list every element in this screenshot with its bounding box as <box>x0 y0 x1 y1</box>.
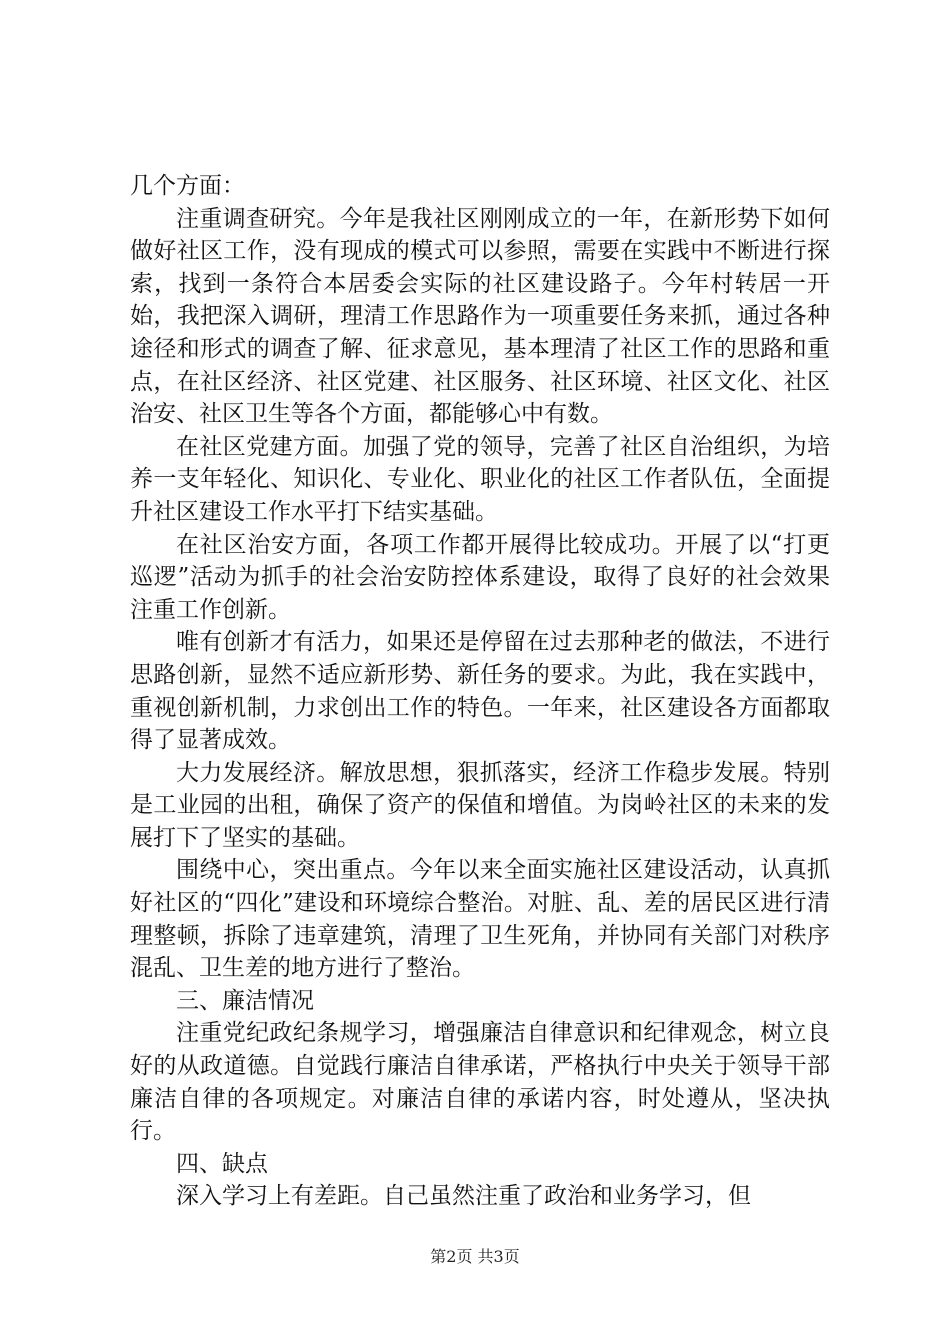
paragraph-shortcomings: 深入学习上有差距。自己虽然注重了政治和业务学习，但 <box>176 1183 751 1210</box>
paragraph-public-security: 在社区治安方面，各项工作都开展得比较成功。开展了以“打更巡逻”活动为抓手的社会治安防控体系建设，取得了良好的社会效果注重工作创新。 <box>130 531 830 623</box>
paragraph-economy: 大力发展经济。解放思想，狠抓落实，经济工作稳步发展。特别是工业园的出租，确保了资产的保值和增值。为岗岭社区的未来的发展打下了坚实的基础。 <box>130 759 830 851</box>
paragraph-research: 注重调查研究。今年是我社区刚刚成立的一年，在新形势下如何做好社区工作，没有现成的模式可以参照，需要在实践中不断进行探索，找到一条符合本居委会实际的社区建设路子。今年村转居一开始，我把深入调研，理清工作思路作为一项重要任务来抓，通过各种途径和形式的调查了解、征求意见，基本理清了社区工作的思路和重点，在社区经济、社区党建、社区服务、社区环境、社区文化、社区治安、社区卫生等各个方面，都能够心中有数。 <box>130 205 830 428</box>
document-body <box>130 170 830 1213</box>
paragraph-party-building: 在社区党建方面。加强了党的领导，完善了社区自治组织，为培养一支年轻化、知识化、专业化、职业化的社区工作者队伍，全面提升社区建设工作水平打下结实基础。 <box>130 433 830 525</box>
paragraph-continuation: 几个方面： <box>130 173 245 199</box>
paragraph-focus: 围绕中心，突出重点。今年以来全面实施社区建设活动，认真抓好社区的“四化”建设和环境综合整治。对脏、乱、差的居民区进行清理整顿，拆除了违章建筑，清理了卫生死角，并协同有关部门对秩序混乱、卫生差的地方进行了整治。 <box>130 857 830 982</box>
section-heading-integrity: 三、廉洁情况 <box>176 987 314 1014</box>
paragraph-innovation: 唯有创新才有活力，如果还是停留在过去那种老的做法，不进行思路创新，显然不适应新形势、新任务的要求。为此，我在实践中，重视创新机制，力求创出工作的特色。一年来，社区建设各方面都取得了显著成效。 <box>130 629 830 754</box>
section-heading-shortcomings: 四、缺点 <box>176 1150 268 1177</box>
page-footer: 第2页 共3页 <box>430 1247 520 1266</box>
paragraph-integrity: 注重党纪政纪条规学习，增强廉洁自律意识和纪律观念，树立良好的从政道德。自觉践行廉洁自律承诺，严格执行中央关于领导干部廉洁自律的各项规定。对廉洁自律的承诺内容，时处遵从，坚决执行。 <box>130 1020 830 1145</box>
